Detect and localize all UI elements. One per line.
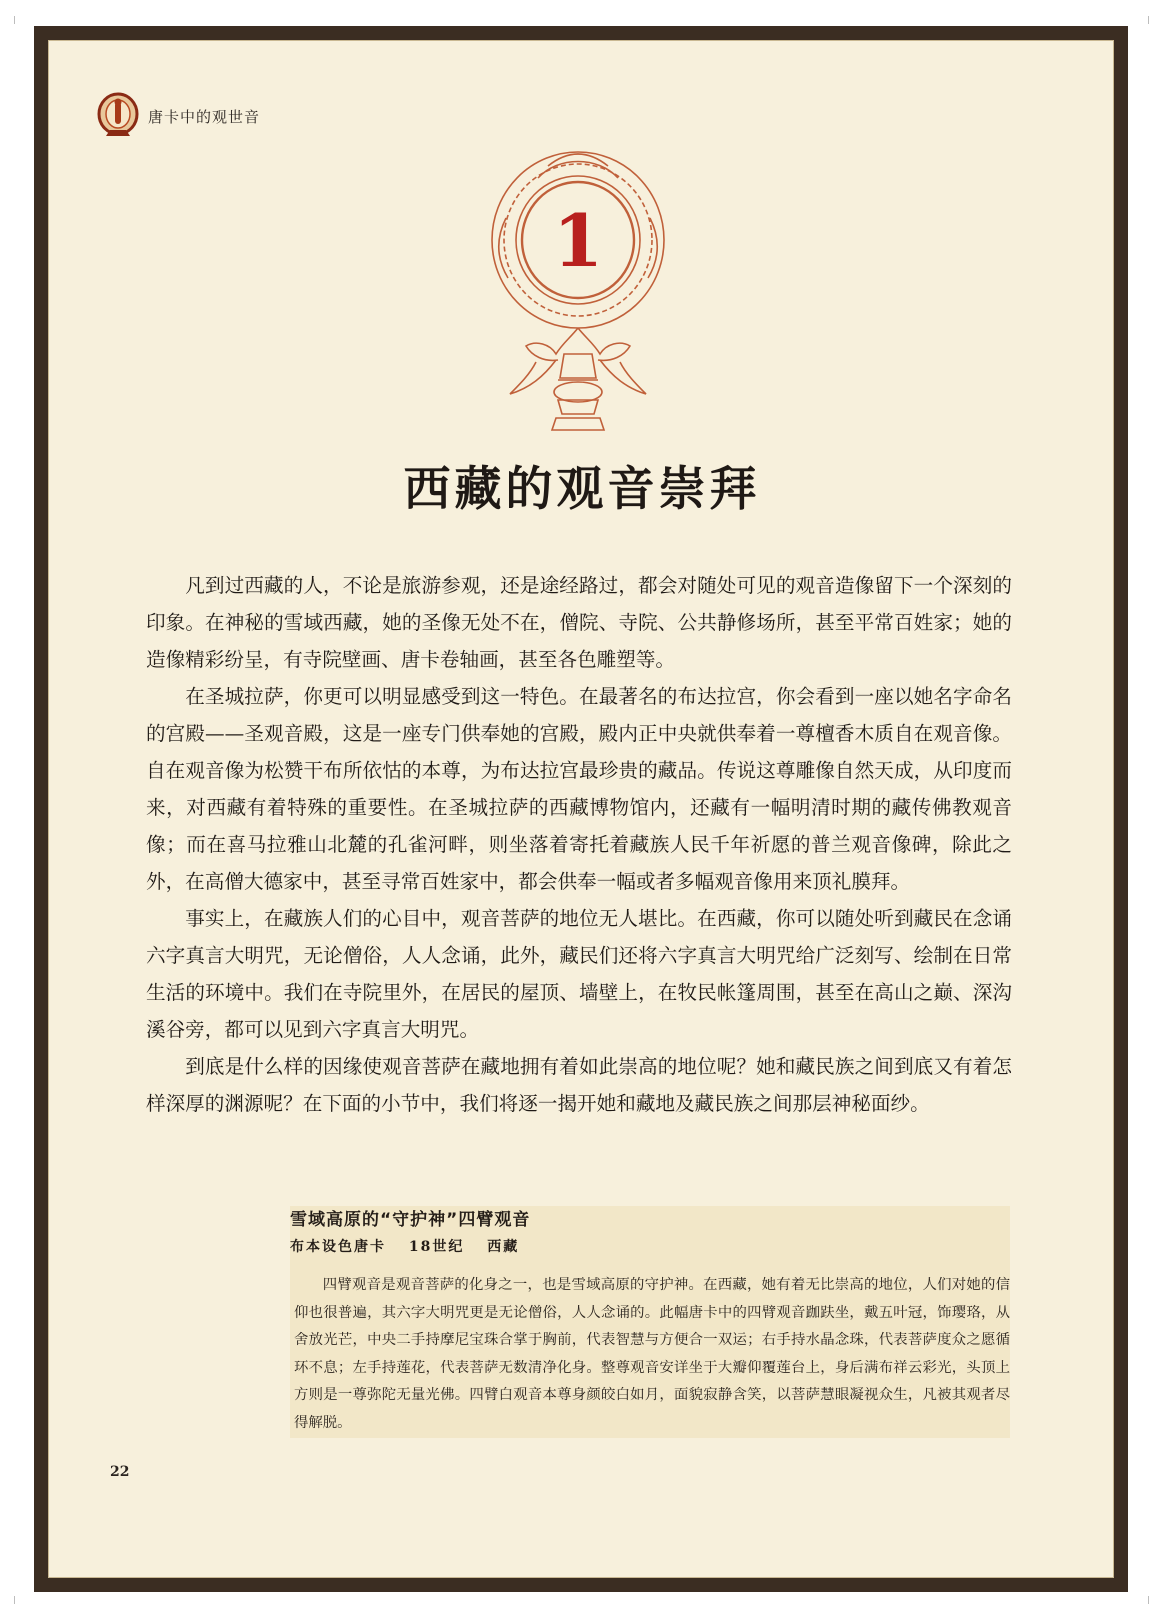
figure-caption xyxy=(290,1206,1010,1438)
running-header xyxy=(96,92,260,140)
caption-description xyxy=(290,1272,1010,1438)
caption-paragraph: 四臂观音是观音菩萨的化身之一，也是雪域高原的守护神。在西藏，她有着无比崇高的地位，人们对她的信仰也很普遍，其六字大明咒更是无论僧俗，人人念诵的。此幅唐卡中的四臂观音跏趺坐，戴五叶冠，饰璎珞，从舍放光芒，中央二手持摩尼宝珠合掌于胸前，代表智慧与方便合一双运；右手持水晶念珠，代表菩萨度众之愿循环不息；左手持莲花，代表菩萨无数清净化身。整尊观音安详坐于大瓣仰覆莲台上，身后满布祥云彩光，头顶上方则是一尊弥陀无量光佛。四臂白观音本尊身颜皎白如月，面貌寂静含笑，以菩萨慧眼凝视众生，凡被其观者尽得解脱。 xyxy=(294,1277,1010,1431)
caption-period: 18世纪 xyxy=(408,1239,465,1255)
caption-origin: 西藏 xyxy=(487,1239,520,1255)
crop-mark xyxy=(14,16,15,24)
paragraph: 到底是什么样的因缘使观音菩萨在藏地拥有着如此崇高的地位呢？她和藏民族之间到底又有着怎样深厚的渊源呢？在下面的小节中，我们将逐一揭开她和藏地及藏民族之间那层神秘面纱。 xyxy=(146,1055,1012,1115)
body-text xyxy=(146,567,1012,1122)
crop-mark xyxy=(14,1596,15,1604)
page-title: 西藏的观音崇拜 xyxy=(403,462,761,517)
caption-title: 雪域高原的“守护神”四臂观音 xyxy=(290,1210,531,1230)
guanyin-emblem-icon xyxy=(96,92,140,140)
chapter-number-emblem xyxy=(478,148,678,438)
caption-medium: 布本设色唐卡 xyxy=(290,1239,386,1255)
paragraph: 在圣城拉萨，你更可以明显感受到这一特色。在最著名的布达拉宫，你会看到一座以她名字命名的宫殿——圣观音殿，这是一座专门供奉她的宫殿，殿内正中央就供奉着一尊檀香木质自在观音像。自在观音像为松赞干布所依怙的本尊，为布达拉宫最珍贵的藏品。传说这尊雕像自然天成，从印度而来，对西藏有着特殊的重要性。在圣城拉萨的西藏博物馆内，还藏有一幅明清时期的藏传佛教观音像；而在喜马拉雅山北麓的孔雀河畔，则坐落着寄托着藏族人民千年祈愿的普兰观音像碑，除此之外，在高僧大德家中，甚至寻常百姓家中，都会供奉一幅或者多幅观音像用来顶礼膜拜。 xyxy=(146,685,1012,893)
chapter-number: 1 xyxy=(552,198,604,283)
paragraph: 事实上，在藏族人们的心目中，观音菩萨的地位无人堪比。在西藏，你可以随处听到藏民在念诵六字真言大明咒，无论僧俗，人人念诵，此外，藏民们还将六字真言大明咒给广泛刻写、绘制在日常生活的环境中。我们在寺院里外，在居民的屋顶、墙壁上，在牧民帐篷周围，甚至在高山之巅、深沟溪谷旁，都可以见到六字真言大明咒。 xyxy=(146,907,1012,1041)
caption-meta xyxy=(290,1234,1010,1260)
paragraph: 凡到过西藏的人，不论是旅游参观，还是途经路过，都会对随处可见的观音造像留下一个深刻的印象。在神秘的雪域西藏，她的圣像无处不在，僧院、寺院、公共静修场所，甚至平常百姓家；她的造像精彩纷呈，有寺院壁画、唐卡卷轴画，甚至各色雕塑等。 xyxy=(146,574,1012,671)
page-number: 22 xyxy=(110,1464,130,1480)
crop-mark xyxy=(1148,1596,1149,1604)
section-label: 唐卡中的观世音 xyxy=(148,107,261,126)
crop-mark xyxy=(1148,16,1149,24)
